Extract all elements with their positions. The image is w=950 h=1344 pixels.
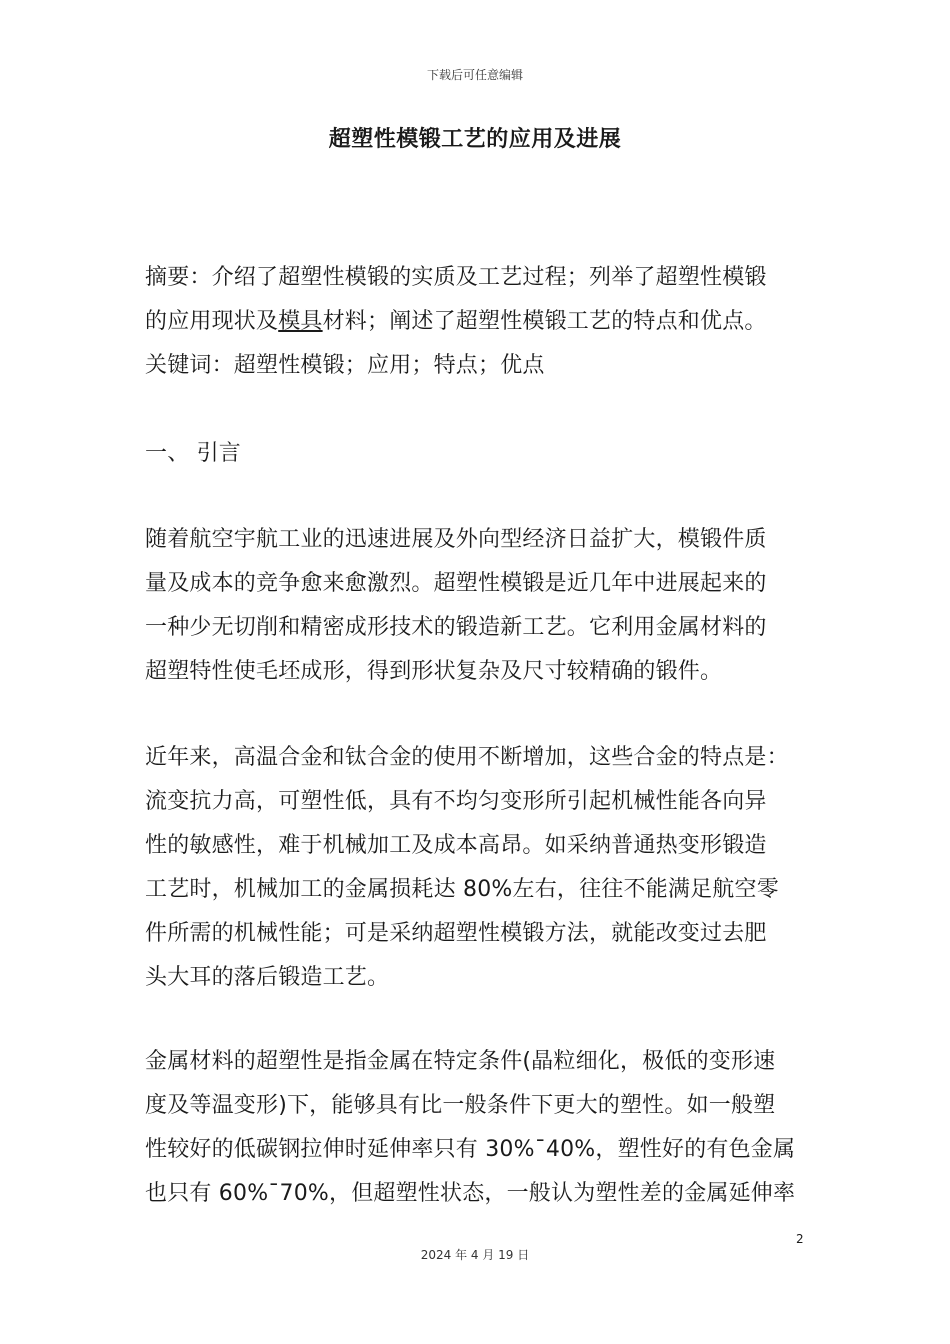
paragraph-3-line: 度及等温变形)下，能够具有比一般条件下更大的塑性。如一般塑 [145,1093,776,1118]
paragraph-2-line: 流变抗力高，可塑性低，具有不均匀变形所引起机械性能各向异 [145,789,767,814]
paragraph-3-line: 也只有 60%¯70%，但超塑性状态，一般认为塑性差的金属延伸率 [145,1181,796,1206]
paragraph-2-line: 性的敏感性，难于机械加工及成本高昂。如采纳普通热变形锻造 [145,833,767,858]
paragraph-1 [145,518,805,694]
page-number: 2 [796,1232,804,1246]
paragraph-2-line: 件所需的机械性能；可是采纳超塑性模锻方法，就能改变过去肥 [145,921,767,946]
paragraph-3-line: 金属材料的超塑性是指金属在特定条件(晶粒细化，极低的变形速 [145,1049,776,1074]
paragraph-1-line: 超塑特性使毛坯成形，得到形状复杂及尺寸较精确的锻件。 [145,659,723,684]
header-note: 下载后可任意编辑 [426,68,523,82]
paragraph-1-line: 随着航空宇航工业的迅速进展及外向型经济日益扩大，模锻件质 [145,527,767,552]
abstract-line-2-end: 材料；阐述了超塑性模锻工艺的特点和优点。 [322,309,767,334]
paragraph-2-line: 近年来，高温合金和钛合金的使用不断增加，这些合金的特点是： [145,745,789,770]
mold-link[interactable]: 模具 [278,309,323,334]
section-heading: 一、 引言 [145,441,241,466]
keywords-line: 关键词：超塑性模锻；应用；特点；优点 [145,353,545,378]
paragraph-2-line: 头大耳的落后锻造工艺。 [145,965,390,990]
paragraph-3-line: 性较好的低碳钢拉伸时延伸率只有 30%¯40%，塑性好的有色金属 [145,1137,796,1162]
abstract-line-1: 摘要：介绍了超塑性模锻的实质及工艺过程；列举了超塑性模锻 [145,265,767,290]
document-title: 超塑性模锻工艺的应用及进展 [328,127,622,152]
paragraph-2-line: 工艺时，机械加工的金属损耗达 80%左右，往往不能满足航空零 [145,877,779,902]
abstract-line-2 [145,300,805,344]
footer-date: 2024 年 4 月 19 日 [420,1248,530,1262]
paragraph-2 [145,736,805,1000]
paragraph-1-line: 一种少无切削和精密成形技术的锻造新工艺。它利用金属材料的 [145,615,767,640]
abstract-line-2-start: 的应用现状及 [145,309,279,334]
abstract-block [145,256,805,388]
paragraph-3 [145,1040,805,1216]
paragraph-1-line: 量及成本的竞争愈来愈激烈。超塑性模锻是近几年中进展起来的 [145,571,767,596]
